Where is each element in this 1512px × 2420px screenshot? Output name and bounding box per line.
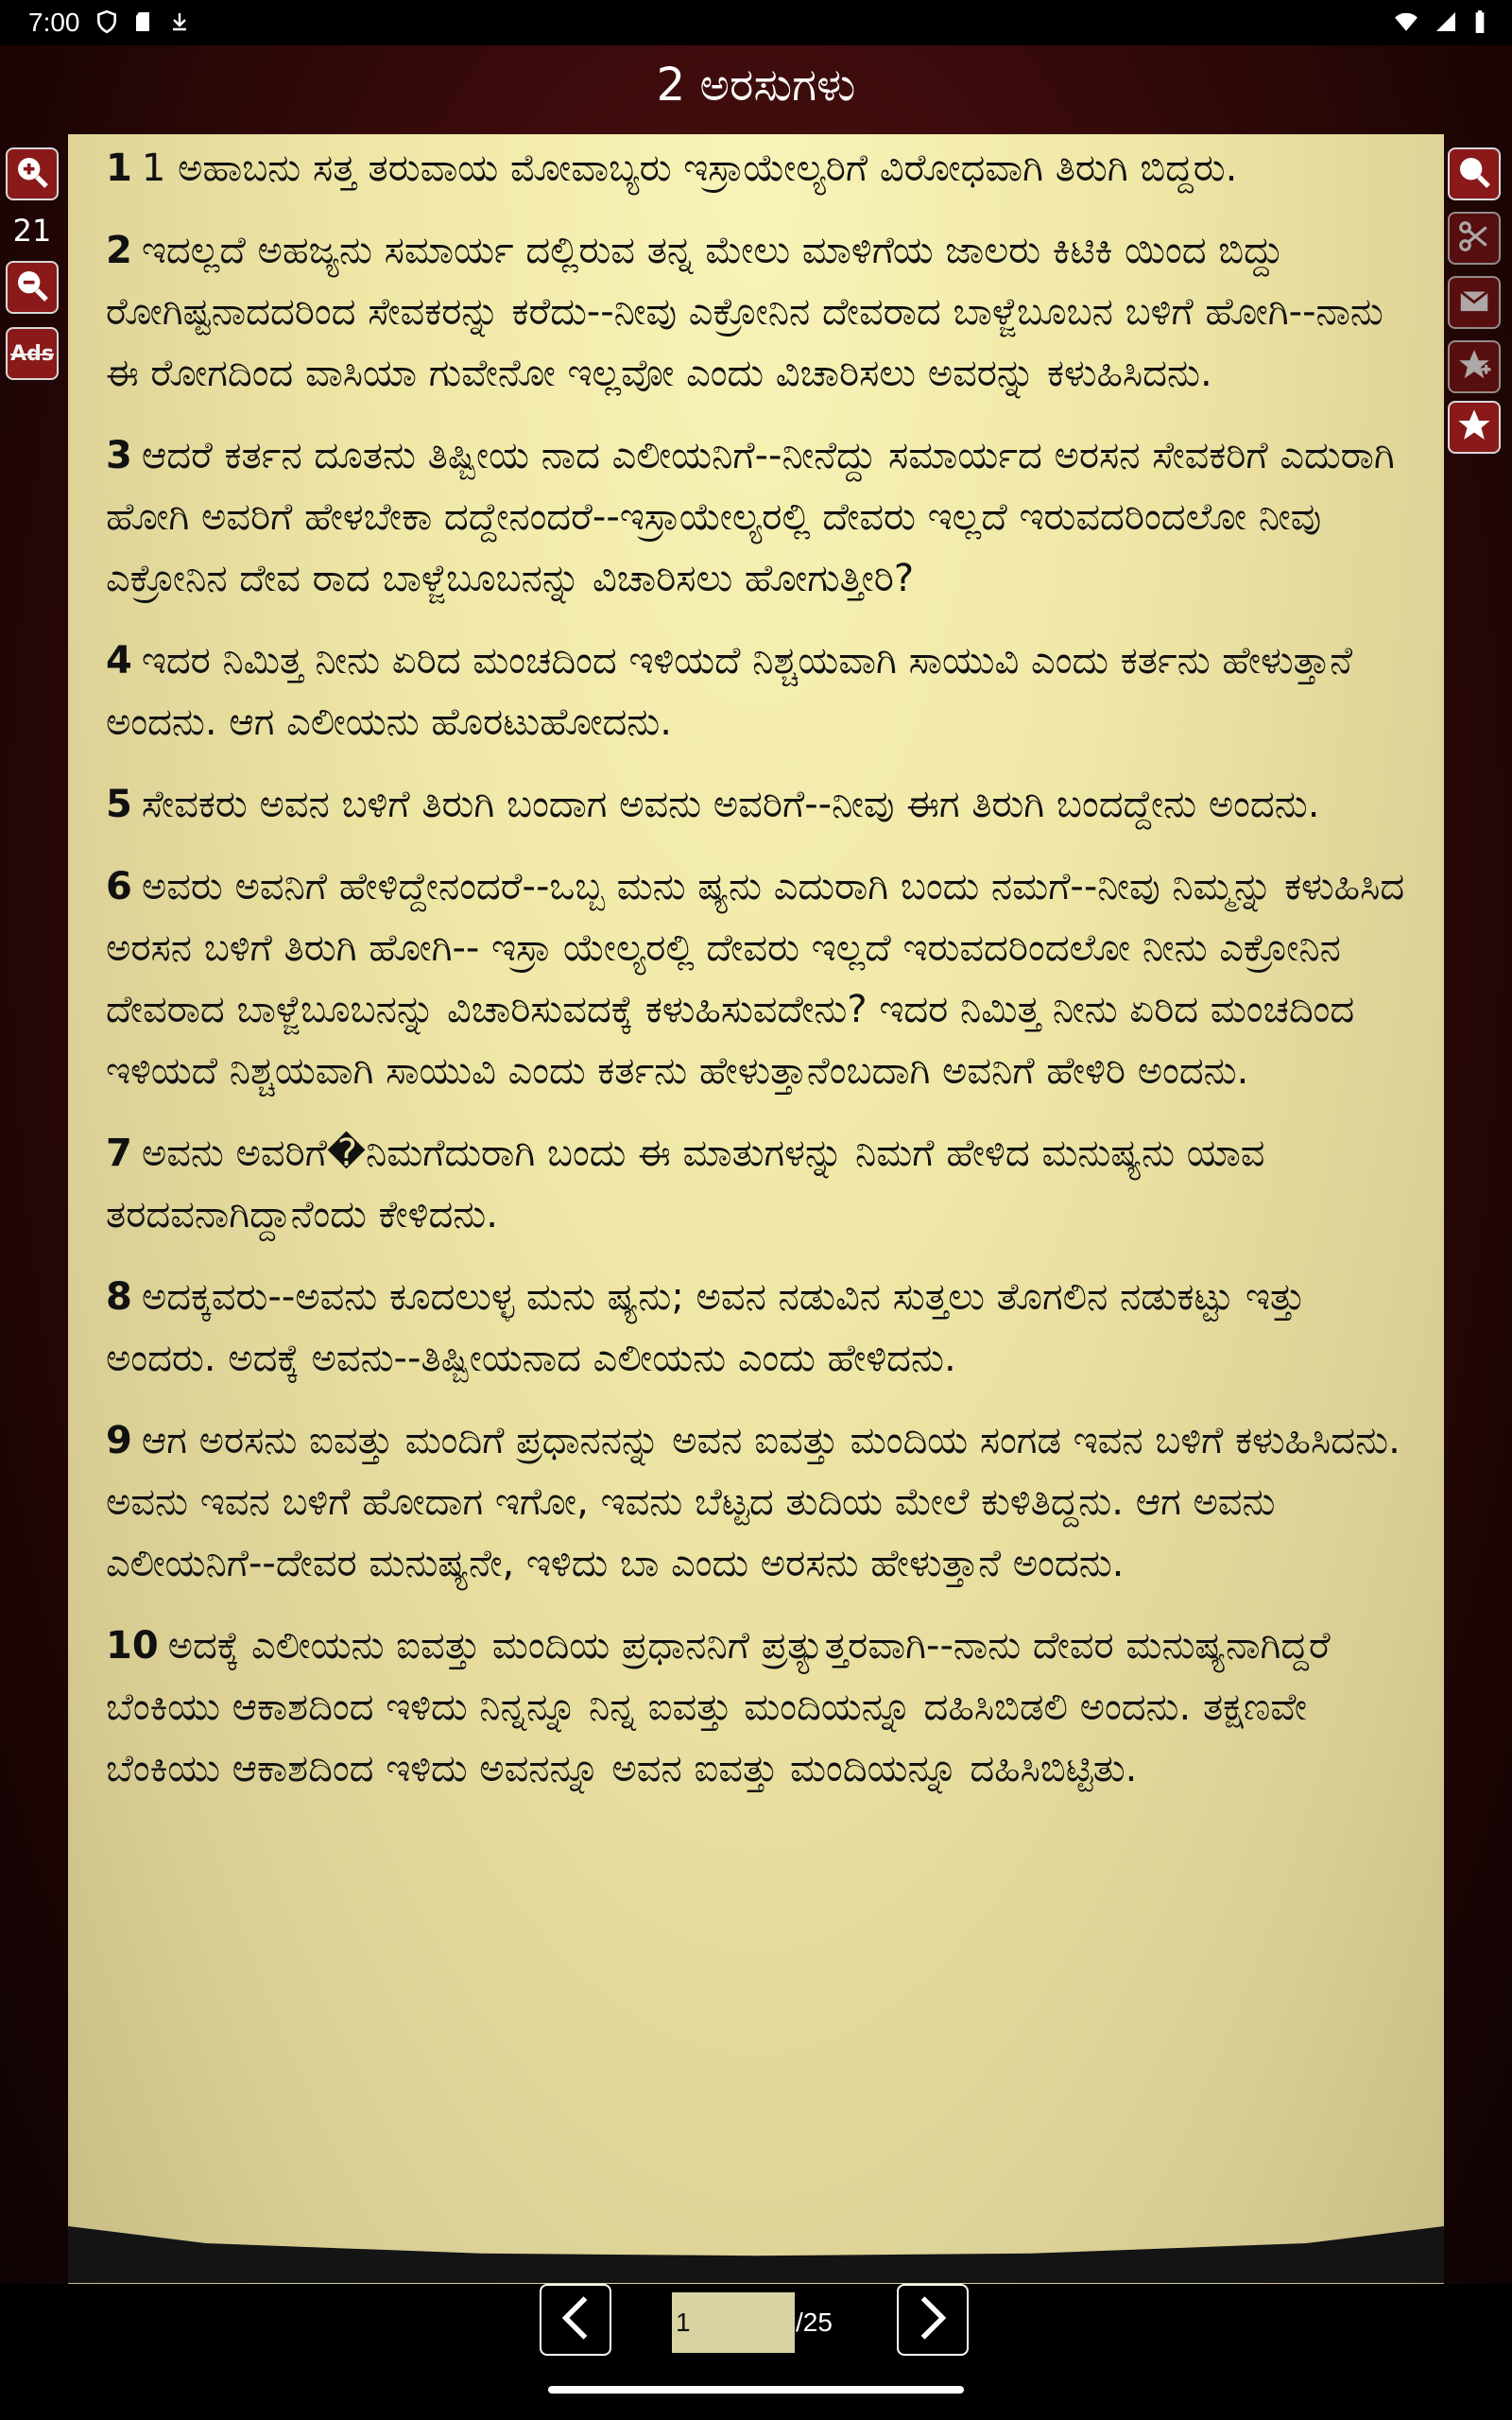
verse-text: ಇದರ ನಿಮಿತ್ತ ನೀನು ಏರಿದ ಮಂಚದಿಂದ ಇಳಿಯದೆ ನಿಶ್ಚಯವಾಗಿ ಸಾಯುವಿ ಎಂದು ಕರ್ತನು ಹೇಳುತ್ತಾನೆ ಅಂದನು. ಆಗ ಎಲೀಯನು ಹೊರಟುಹೋದನು. bbox=[106, 639, 1353, 744]
font-size-value: 21 bbox=[12, 213, 52, 249]
star-icon bbox=[1455, 406, 1493, 448]
next-page-button[interactable] bbox=[897, 2284, 969, 2356]
zoom-in-icon bbox=[13, 153, 51, 195]
verse[interactable] bbox=[106, 1123, 1406, 1246]
verse-list bbox=[68, 134, 1444, 1800]
verse-text: ಇದಲ್ಲದೆ ಅಹಜ್ಯನು ಸಮಾರ್ಯ ದಲ್ಲಿರುವ ತನ್ನ ಮೇಲು ಮಾಳಿಗೆಯ ಜಾಲರು ಕಿಟಿಕಿ ಯಿಂದ ಬಿದ್ದು ರೋಗಿಷ್ಟನಾದದರಿಂದ ಸೇವಕರನ್ನು ಕರೆದು--ನೀವು ಎಕ್ರೋನಿನ ದೇವರಾದ ಬಾಳ್ಜೆಬೂಬನ ಬಳಿಗೆ ಹೋಗಿ--ನಾನು ಈ ರೋಗದಿಂದ ವಾಸಿಯಾ ಗುವೇನೋ ಇಲ್ಲವೋ ಎಂದು ವಿಚಾರಿಸಲು ಅವರನ್ನು ಕಳುಹಿಸಿದನು. bbox=[106, 229, 1383, 395]
page-title: 2 ಅರಸುಗಳು bbox=[656, 59, 856, 112]
page-total: /25 bbox=[796, 2308, 833, 2337]
verse-number: 8 bbox=[106, 1275, 132, 1319]
wifi-icon bbox=[1393, 9, 1419, 41]
cut-button[interactable] bbox=[1448, 212, 1501, 265]
add-bookmark-button[interactable] bbox=[1448, 340, 1501, 393]
battery-icon bbox=[1472, 9, 1487, 41]
page-number-input[interactable] bbox=[672, 2292, 795, 2353]
reading-page[interactable] bbox=[68, 134, 1444, 2284]
zoom-out-icon bbox=[13, 267, 51, 308]
cellular-icon bbox=[1435, 9, 1457, 41]
verse-number: 2 bbox=[106, 229, 132, 272]
verse[interactable] bbox=[106, 631, 1406, 753]
shield-icon bbox=[94, 9, 119, 41]
verse-text: ಅದಕ್ಕೆ ಎಲೀಯನು ಐವತ್ತು ಮಂದಿಯ ಪ್ರಧಾನನಿಗೆ ಪ್ರತ್ಯುತ್ತರವಾಗಿ--ನಾನು ದೇವರ ಮನುಷ್ಯನಾಗಿದ್ದರೆ ಬೆಂಕಿಯು ಆಕಾಶದಿಂದ ಇಳಿದು ನಿನ್ನನ್ನೂ ನಿನ್ನ ಐವತ್ತು ಮಂದಿಯನ್ನೂ ದಹಿಸಿಬಿಡಲಿ ಅಂದನು. ತಕ್ಷಣವೇ ಬೆಂಕಿಯು ಆಕಾಶದಿಂದ ಇಳಿದು ಅವನನ್ನೂ ಅವನ ಐವತ್ತು ಮಂದಿಯನ್ನೂ ದಹಿಸಿಬಿಟ್ಟಿತು. bbox=[106, 1624, 1331, 1790]
verse[interactable] bbox=[106, 774, 1406, 836]
verse[interactable] bbox=[106, 220, 1406, 405]
verse-text: ಆದರೆ ಕರ್ತನ ದೂತನು ತಿಷ್ಬೀಯ ನಾದ ಎಲೀಯನಿಗೆ--ನೀನೆದ್ದು ಸಮಾರ್ಯದ ಅರಸನ ಸೇವಕರಿಗೆ ಎದುರಾಗಿ ಹೋಗಿ ಅವರಿಗೆ ಹೇಳಬೇಕಾ ದದ್ದೇನಂದರೆ--ಇಸ್ರಾಯೇಲ್ಯರಲ್ಲಿ ದೇವರು ಇಲ್ಲದೆ ಇರುವದರಿಂದಲೋ ನೀವು ಎಕ್ರೋನಿನ ದೇವ ರಾದ ಬಾಳ್ಜೆಬೂಬನನ್ನು ವಿಚಾರಿಸಲು ಹೋಗುತ್ತೀರಿ? bbox=[106, 434, 1395, 600]
download-icon bbox=[168, 9, 191, 41]
verse-number: 6 bbox=[106, 865, 132, 908]
verse[interactable] bbox=[106, 138, 1406, 199]
zoom-out-button[interactable] bbox=[6, 261, 59, 314]
verse-text: 1 ಅಹಾಬನು ಸತ್ತ ತರುವಾಯ ಮೋವಾಬ್ಯರು ಇಸ್ರಾಯೇಲ್ಯರಿಗೆ ವಿರೋಧವಾಗಿ ತಿರುಗಿ ಬಿದ್ದರು. bbox=[141, 147, 1238, 190]
status-bar bbox=[0, 0, 1512, 45]
verse[interactable] bbox=[106, 856, 1406, 1102]
mail-icon bbox=[1456, 283, 1492, 322]
scissors-icon bbox=[1456, 218, 1492, 258]
star-add-icon bbox=[1456, 347, 1492, 387]
verse[interactable] bbox=[106, 1410, 1406, 1595]
chevron-right-icon bbox=[909, 2290, 956, 2350]
home-indicator[interactable] bbox=[548, 2386, 964, 2394]
mail-button[interactable] bbox=[1448, 276, 1501, 329]
verse-number: 3 bbox=[106, 434, 132, 477]
verse[interactable] bbox=[106, 425, 1406, 610]
chevron-left-icon bbox=[552, 2290, 599, 2350]
verse-number: 9 bbox=[106, 1419, 132, 1462]
verse[interactable] bbox=[106, 1267, 1406, 1390]
ads-button[interactable] bbox=[6, 327, 59, 380]
verse-text: ಅವನು ಅವರಿಗೆ�ನಿಮಗೆದುರಾಗಿ ಬಂದು ಈ ಮಾತುಗಳನ್ನು ನಿಮಗೆ ಹೇಳಿದ ಮನುಷ್ಯನು ಯಾವ ತರದವನಾಗಿದ್ದಾನೆಂದು ಕೇಳಿದನು. bbox=[106, 1132, 1265, 1236]
bookmarks-button[interactable] bbox=[1448, 401, 1501, 454]
verse-number: 7 bbox=[106, 1132, 132, 1175]
verse-number: 1 bbox=[106, 147, 132, 190]
search-button[interactable] bbox=[1448, 147, 1501, 200]
prev-page-button[interactable] bbox=[540, 2284, 611, 2356]
verse-number: 10 bbox=[106, 1624, 159, 1668]
verse-text: ಅವರು ಅವನಿಗೆ ಹೇಳಿದ್ದೇನಂದರೆ--ಒಬ್ಬ ಮನು ಷ್ಯನು ಎದುರಾಗಿ ಬಂದು ನಮಗೆ--ನೀವು ನಿಮ್ಮನ್ನು ಕಳುಹಿಸಿದ ಅರಸನ ಬಳಿಗೆ ತಿರುಗಿ ಹೋಗಿ-- ಇಸ್ರಾ ಯೇಲ್ಯರಲ್ಲಿ ದೇವರು ಇಲ್ಲದೆ ಇರುವದರಿಂದಲೋ ನೀನು ಎಕ್ರೋನಿನ ದೇವರಾದ ಬಾಳ್ಜೆಬೂಬನನ್ನು ವಿಚಾರಿಸುವದಕ್ಕೆ ಕಳುಹಿಸುವದೇನು? ಇದರ ನಿಮಿತ್ತ ನೀನು ಏರಿದ ಮಂಚದಿಂದ ಇಳಿಯದೆ ನಿಶ್ಚಯವಾಗಿ ಸಾಯುವಿ ಎಂದು ಕರ್ತನು ಹೇಳುತ್ತಾನೆಂಬದಾಗಿ ಅವನಿಗೆ ಹೇಳಿರಿ ಅಂದನು. bbox=[106, 865, 1405, 1093]
verse-text: ಸೇವಕರು ಅವನ ಬಳಿಗೆ ತಿರುಗಿ ಬಂದಾಗ ಅವನು ಅವರಿಗೆ--ನೀವು ಈಗ ತಿರುಗಿ ಬಂದದ್ದೇನು ಅಂದನು. bbox=[141, 783, 1320, 826]
verse-text: ಅದಕ್ಕವರು--ಅವನು ಕೂದಲುಳ್ಳ ಮನು ಷ್ಯನು; ಅವನ ನಡುವಿನ ಸುತ್ತಲು ತೊಗಲಿನ ನಡುಕಟ್ಟು ಇತ್ತು ಅಂದರು. ಅದಕ್ಕೆ ಅವನು--ತಿಷ್ಬೀಯನಾದ ಎಲೀಯನು ಎಂದು ಹೇಳಿದನು. bbox=[106, 1275, 1306, 1380]
verse[interactable] bbox=[106, 1616, 1406, 1800]
search-icon bbox=[1455, 153, 1493, 195]
verse-number: 4 bbox=[106, 639, 132, 683]
verse-text: ಆಗ ಅರಸನು ಐವತ್ತು ಮಂದಿಗೆ ಪ್ರಧಾನನನ್ನು ಅವನ ಐವತ್ತು ಮಂದಿಯ ಸಂಗಡ ಇವನ ಬಳಿಗೆ ಕಳುಹಿಸಿದನು. ಅವನು ಇವನ ಬಳಿಗೆ ಹೋದಾಗ ಇಗೋ, ಇವನು ಬೆಟ್ಟದ ತುದಿಯ ಮೇಲೆ ಕುಳಿತಿದ್ದನು. ಆಗ ಅವನು ಎಲೀಯನಿಗೆ--ದೇವರ ಮನುಷ್ಯನೇ, ಇಳಿದು ಬಾ ಎಂದು ಅರಸನು ಹೇಳುತ್ತಾನೆ ಅಂದನು. bbox=[106, 1419, 1400, 1585]
sd-card-icon bbox=[132, 9, 155, 41]
verse-number: 5 bbox=[106, 783, 132, 826]
zoom-in-button[interactable] bbox=[6, 147, 59, 200]
status-time: 7:00 bbox=[28, 8, 80, 37]
ads-label: Ads bbox=[10, 341, 54, 366]
